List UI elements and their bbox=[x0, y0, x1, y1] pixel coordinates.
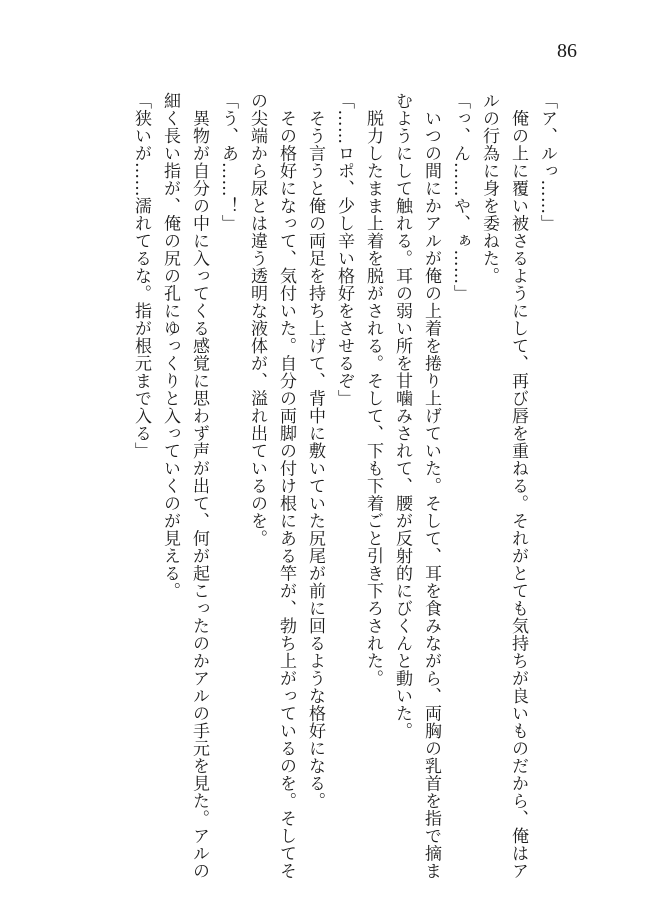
text-line: 脱力したまま上着を脱がされる。そして、下も下着ごと引き下ろされた。 bbox=[363, 92, 383, 687]
text-line: 細く長い指が、俺の尻の孔にゆっくりと入っていくのが見える。 bbox=[160, 92, 180, 600]
page-number: 86 bbox=[557, 40, 577, 62]
text-line: 「ア、ルっ……」 bbox=[537, 92, 557, 232]
text-line: の尖端から尿とは違う透明な液体が、溢れ出ているのを。 bbox=[247, 92, 267, 547]
text-line: その格好になって、気付いた。自分の両脚の付け根にある竿が、勃ち上がっているのを。そしてそ bbox=[276, 92, 296, 880]
body-text bbox=[126, 92, 561, 880]
text-line: 「……ロポ、少し辛い格好をさせるぞ」 bbox=[334, 92, 354, 407]
text-line: 異物が自分の中に入ってくる感覚に思わず声が出て、何が起こったのかアルの手元を見た。アルの bbox=[189, 92, 209, 880]
text-line: 俺の上に覆い被さるようにして、再び唇を重ねる。それがとても気持ちが良いものだから、俺はア bbox=[508, 92, 528, 880]
text-line: いつの間にかアルが俺の上着を捲り上げていた。そして、耳を食みながら、両胸の乳首を指で摘ま bbox=[421, 92, 441, 880]
text-line: 「う、あ……！」 bbox=[218, 92, 238, 232]
text-line: そう言うと俺の両足を持ち上げて、背中に敷いていた尻尾が前に回るような格好になる。 bbox=[305, 92, 325, 810]
text-line: ルの行為に身を委ねた。 bbox=[479, 92, 499, 285]
text-line: 「狭いが……濡れてるな。指が根元まで入る」 bbox=[131, 92, 151, 460]
text-line: むようにして触れる。耳の弱い所を甘噛みされて、腰が反射的にびくんと動いた。 bbox=[392, 92, 412, 740]
text-line: 「っ、ん……や、ぁ……」 bbox=[450, 92, 470, 302]
